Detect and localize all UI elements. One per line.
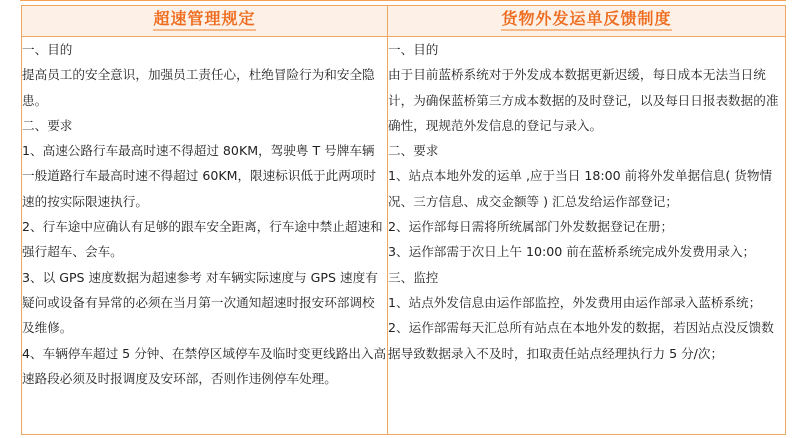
left-line: 提高员工的安全意识，加强员工责任心，杜绝冒险行为和安全隐患。 xyxy=(22,67,375,108)
right-line: 由于目前蓝桥系统对于外发成本数据更新迟缓，每日成本无法当日统计，为确保蓝桥第三方成本数据的及时登记，以及每日日报表数据的准确性，现规范外发信息的登记与录入。 xyxy=(388,67,779,133)
right-line: 三、监控 xyxy=(388,269,439,285)
left-line: 二、要求 xyxy=(22,117,73,133)
right-line: 一、目的 xyxy=(388,42,439,57)
regulations-table xyxy=(21,5,786,435)
right-line: 1、站点外发信息由运作部监控，外发费用由运作部录入蓝桥系统； xyxy=(388,294,762,310)
speeding-rules-body xyxy=(22,37,388,435)
right-line: 二、要求 xyxy=(388,143,439,159)
left-line: 一、目的 xyxy=(22,42,73,57)
left-line: 3、以 GPS 速度数据为超速参考 对车辆实际速度与 GPS 速度有疑问或设备有异常的必须在当月第一次通知超速时报安环部调校及维修。 xyxy=(22,269,378,336)
left-title-cell xyxy=(22,6,388,37)
left-line: 2、行车途中应确认有足够的跟车安全距离，行车途中禁止超速和强行超车、会车。 xyxy=(22,219,383,260)
right-line: 1、站点本地外发的运单 ,应于当日 18:00 前将外发单据信息( 货物情况、三方信息、成交金额等 ) 汇总发给运作部登记； xyxy=(388,168,773,209)
left-line: 4、车辆停车超过 5 分钟、在禁停区域停车及临时变更线路出入高速路段必须及时报调度及安环部，否则作违例停车处理。 xyxy=(22,345,387,386)
shipment-feedback-body xyxy=(388,37,786,435)
right-line: 3、运作部需于次日上午 10:00 前在蓝桥系统完成外发费用录入； xyxy=(388,244,756,260)
left-line: 1、高速公路行车最高时速不得超过 80KM，驾驶粤 T 号牌车辆一般道路行车最高时速不得超过 60KM，限速标识低于此两项时速的按实际限速执行。 xyxy=(22,143,376,209)
shipment-feedback-title: 货物外发运单反馈制度 xyxy=(501,9,671,31)
speeding-rules-title: 超速管理规定 xyxy=(153,9,255,31)
right-line: 2、运作部需每天汇总所有站点在本地外发的数据，若因站点没反馈数据导致数据录入不及时，扣取责任站点经理执行力 5 分/次； xyxy=(388,320,774,361)
right-line: 2、运作部每日需将所统属部门外发数据登记在册； xyxy=(388,219,674,235)
right-title-cell xyxy=(388,6,786,37)
